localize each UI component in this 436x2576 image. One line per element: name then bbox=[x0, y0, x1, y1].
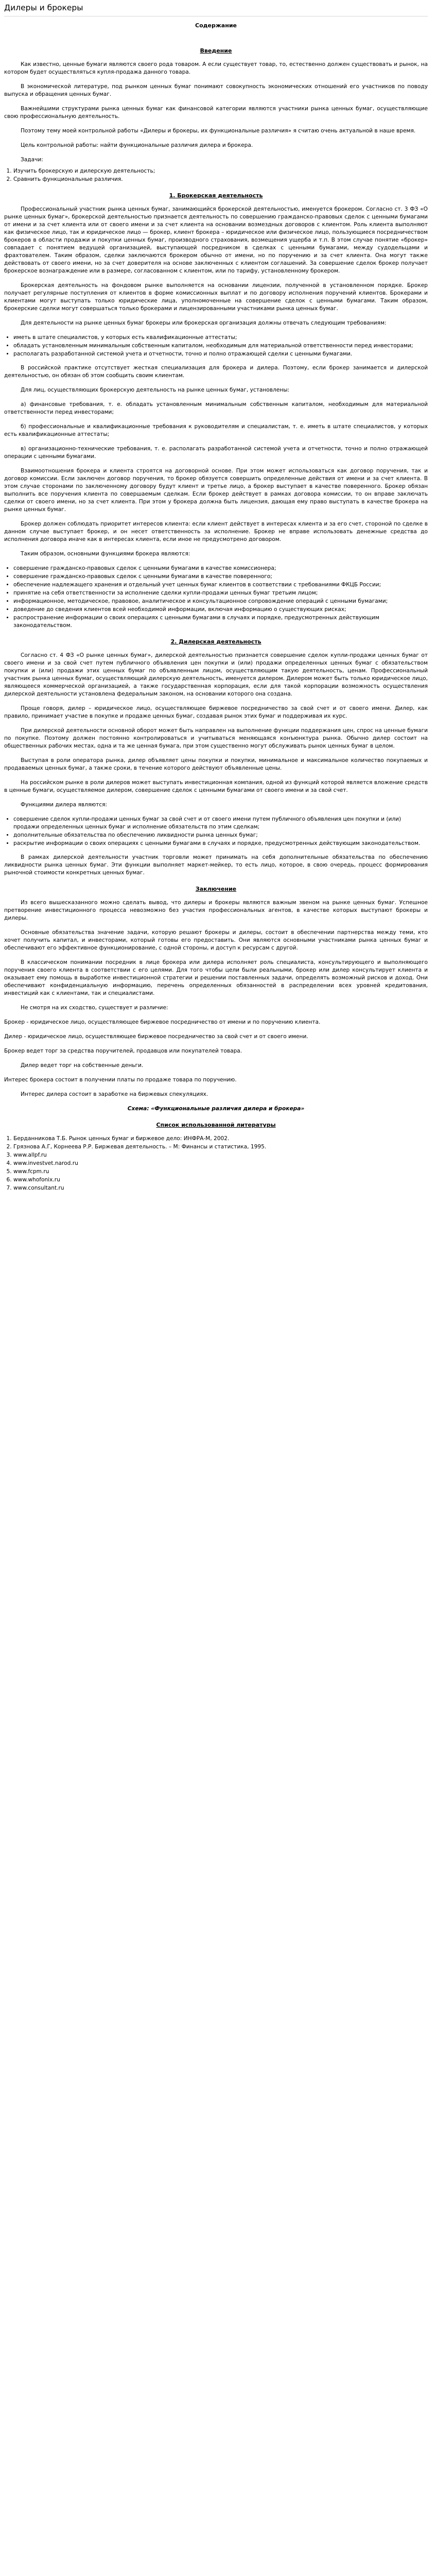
broker-paragraph: Для лиц, осуществляющих брокерскую деятельность на рынке ценных бумаг, установлены: bbox=[21, 387, 290, 393]
intro-paragraph: В экономической литературе, под рынком ценных бумаг понимают совокупность экономических отношений его участников по поводу выпуска и обращения ценных бумаг. bbox=[4, 83, 428, 97]
intro-paragraph: Важнейшими структурами рынка ценных бумаг как финансовой категории являются участники рынка ценных бумаг, осуществляющие свою профессиональную деятельность. bbox=[4, 106, 428, 120]
difference-item: Брокер - юридическое лицо, осуществляющее биржевое посредничество от имени и по поручению клиента. bbox=[4, 1019, 321, 1025]
difference-item: Дилер ведет торг на собственные деньги. bbox=[21, 1062, 144, 1069]
intro-paragraph: Как известно, ценные бумаги являются своего рода товаром. А если существует товар, то, естественно должен существовать и рынок, на котором будет осуществляться купля-продажа данного товара. bbox=[4, 61, 428, 75]
difference-item: Интерес дилера состоит в заработке на биржевых спекуляциях. bbox=[21, 1091, 208, 1097]
broker-paragraph: Для деятельности на рынке ценных бумаг брокеры или брокерская организация должны отвечать следующим требованиям: bbox=[21, 320, 387, 326]
list-item: • доведение до сведения клиентов всей необходимой информации, включая информацию о существующих рисках; bbox=[13, 606, 428, 614]
conclusion-paragraph: Не смотря на их сходство, существует и различие: bbox=[21, 1005, 168, 1011]
broker-requirement-c: в) организационно-технические требования, т. е. располагать разработанной системой учета и отчетности, точно и полно отражающей операции с ценными бумагами. bbox=[4, 446, 428, 460]
dealer-paragraph: Проще говоря, дилер – юридическое лицо, осуществляющее биржевое посредничество за свой счет и от своего имени. Дилер, как правило, принимает участие в покупке и продаже ценных бумаг, создавая рынок этих бумаг и поддерживая их курс. bbox=[4, 705, 428, 719]
list-item: 2. Сравнить функциональные различия. bbox=[13, 176, 428, 183]
dealer-paragraph: В рамках дилерской деятельности участник торговли может принимать на себя дополнительные обязательства по обеспечению ликвидности рынка ценных бумаг. Эти функции выполняет маркет-мейкер, то есть лицо, которое, в свою очередь, процесс формирования рыночной стоимости конкретных ценных бумаг. bbox=[4, 854, 428, 876]
list-item: • совершение гражданско-правовых сделок с ценными бумагами в качестве поверенного; bbox=[13, 573, 428, 581]
contents-heading: Содержание bbox=[195, 22, 237, 29]
contents-spacer bbox=[4, 36, 428, 39]
broker-functions-list bbox=[4, 565, 428, 630]
reference-item: 1. Берданникова Т.Б. Рынок ценных бумаг и биржевое дело: ИНФРА-М, 2002. bbox=[13, 1135, 428, 1143]
list-item: 1. Изучить брокерскую и дилерскую деятельность; bbox=[13, 167, 428, 175]
references-list bbox=[4, 1135, 428, 1192]
tasks-list bbox=[4, 167, 428, 183]
broker-paragraph: Таким образом, основными функциями брокера являются: bbox=[21, 551, 190, 557]
broker-paragraph: Взаимоотношения брокера и клиента строятся на договорной основе. При этом может использоваться как договор поручения, так и договор комиссии. Если заключен договор поручения, то брокер обязуется совершить определенные действия от имени и за счет клиента. В этом случае сторонами по заключенному договору будут клиент и третье лицо, а брокер выступает в качестве поверенного. Брокер обязан выполнить все поручения клиента по совершаемым сделкам. Если брокер действует в рамках договора комиссии, то он вправе заключать сделки от своего имени, но за счет клиента. При этом у брокера должна быть лицензия, дающая ему право выступать в качестве брокера на рынке ценных бумаг. bbox=[4, 468, 428, 513]
list-item: • дополнительные обязательства по обеспечению ликвидности рынка ценных бумаг; bbox=[13, 832, 428, 839]
reference-item: 5. www.fcpm.ru bbox=[13, 1168, 428, 1176]
difference-item: Интерес брокера состоит в получении платы по продаже товара по поручению. bbox=[4, 1077, 237, 1083]
broker-paragraph: В российской практике отсутствует жесткая специализация для брокера и дилера. Поэтому, если брокер занимается и дилерской деятельностью, он обязан об этом сообщить своим клиентам. bbox=[4, 365, 428, 379]
page bbox=[0, 0, 436, 1209]
broker-paragraph: Профессиональный участник рынка ценных бумаг, занимающийся брокерской деятельностью, именуется брокером. Согласно ст. 3 ФЗ «О рынке ценных бумаг», брокерской деятельностью признается деятельность по совершению гражданско-правовых сделок с ценными бумагами от имени и за счет клиента или от своего имени и за счет клиента на основании возмездных договоров с клиентом. Роль клиента выполняют как физическое лицо, так и юридическое лицо — брокер, клиент брокера – юридическое или физическое лицо, пользующиеся посредничеством брокеров в области продажи и покупки ценных бумаг, производного страхования, возмещения ущерба и т.п. В этом случае понятие «брокер» совпадает с понятием ведущей организацией, выступающей посредником в сделках с ценными бумагами, между судодельцами и фрахтователем. Таким образом, сделки заключаются брокером обычно от имени, но по поручению и за счет клиента. Она могут также действовать от своего имени, но за счет доверителя на основе заключенных с клиентом соглашений. За совершение сделок брокер получает брокерское вознаграждение или в размере, согласованном с клиентом, или по тарифу, установленному брокером. bbox=[4, 206, 428, 274]
scheme-caption: Схема: «Функциональные различия дилера и брокера» bbox=[127, 1106, 305, 1112]
dealer-paragraph: При дилерской деятельности основной оборот может быть направлен на выполнение функции поддержания цен, спрос на ценные бумаги по покупке. Поэтому должен постоянно контролироваться и учитываться меняющаяся конъюнктура рынка. Обычно дилер состоит на общественных рабочих местах, одна и та же ценная бумага, при этом существенно могут обслуживать рынок ценных бумаг в целом. bbox=[4, 727, 428, 749]
dealer-paragraph: На российском рынке в роли дилеров может выступать инвестиционная компания, одной из функций которой является вложение средств в ценные бумаги, осуществляемое дилером, совершение сделок с ценными бумагами от своего имени и за свой счет. bbox=[4, 779, 428, 793]
list-item: • располагать разработанной системой учета и отчетности, точно и полно отражающей сделки с ценными бумагами. bbox=[13, 350, 428, 358]
document-body bbox=[4, 22, 428, 1192]
dealer-paragraph: Выступая в роли оператора рынка, дилер объявляет цены покупки и покупки, минимальное и максимальное количество покупаемых и продаваемых ценных бумаг, а также сроки, в течение которого действуют объявленные цены. bbox=[4, 757, 428, 771]
conclusion-paragraph: В классическом понимании посредник в лице брокера или дилера исполняет роль специалиста, консультирующего и выполняющего поручения своего клиента в соответствии с его целями. Для того чтобы цели были реальными, брокер или дилер консультирует клиента и оказывает ему помощь в выработке инвестиционной стратегии и решении поставленных задачи, определять возможный рисков и доход. Они обеспечивают конфиденциальную информацию, перечень определенных обязанностей в распределении всех уровней кредитования, инвестиций как с клиентами, так и специалистами. bbox=[4, 959, 428, 996]
list-item: • обладать установленным минимальным собственным капиталом, необходимым для материальной ответственности перед инвесторами; bbox=[13, 342, 428, 350]
list-item: • иметь в штате специалистов, у которых есть квалификационные аттестаты; bbox=[13, 334, 428, 342]
intro-heading: Введение bbox=[200, 47, 232, 54]
reference-item: 3. www.allpf.ru bbox=[13, 1151, 428, 1159]
dealer-heading: 2. Дилерская деятельность bbox=[170, 638, 261, 645]
broker-requirements-list bbox=[4, 334, 428, 358]
tasks-label: Задачи: bbox=[21, 157, 43, 163]
reference-item: 4. www.investvet.narod.ru bbox=[13, 1160, 428, 1167]
broker-paragraph: Брокерская деятельность на фондовом рынке выполняется на основании лицензии, полученной в установленном порядке. Брокер получает регулярные поступления от клиентов в форме комиссионных выплат и по договору исполнения поручений клиентов. Брокерами и клиентами могут выступать только юридические лица, уполномоченные на совершение сделок с ценными бумагами. Таким образом, брокерские сделки могут совершаться только брокерами и лицензированными участниками рынка ценных бумаг. bbox=[4, 282, 428, 312]
intro-paragraph: Поэтому тему моей контрольной работы «Дилеры и брокеры, их функциональные различия» я считаю очень актуальной в наше время. bbox=[21, 128, 416, 134]
dealer-paragraph: Согласно ст. 4 ФЗ «О рынке ценных бумаг», дилерской деятельностью признается совершение сделок купли-продажи ценных бумаг от своего имени и за свой счет путем публичного объявления цен покупки и (или) продажи определенных ценных бумаг с обязательством покупки и (или) продажи этих ценных бумаг по объявленным лицом, осуществляющим такую деятельность, ценам. Профессиональный участник рынка ценных бумаг, осуществляющий дилерскую деятельность, именуется дилером. Дилером может быть только юридическое лицо, являющееся коммерческой организацией, а также государственная корпорация, если для такой корпорации возможность осуществления дилерской деятельности установлена федеральным законом, на основании которого она создана. bbox=[4, 652, 428, 697]
dealer-functions-list bbox=[4, 816, 428, 848]
list-item: • совершение гражданско-правовых сделок с ценными бумагами в качестве комиссионера; bbox=[13, 565, 428, 572]
intro-paragraph: Цель контрольной работы: найти функциональные различия дилера и брокера. bbox=[21, 142, 253, 148]
broker-paragraph: Брокер должен соблюдать приоритет интересов клиента: если клиент действует в интересах клиента и за его счет, стороной по сделке в данном случае выступает брокер, и он несет ответственность за исполнение. Брокер не вправе использовать денежные средства до исполнения договора иначе как в интересах клиента, если иное не предусмотрено договором. bbox=[4, 521, 428, 543]
reference-item: 2. Грязнова А.Г, Корнеева Р.Р. Биржевая деятельность. – М: Финансы и статистика, 1995. bbox=[13, 1143, 428, 1151]
dealer-paragraph: Функциями дилера являются: bbox=[21, 802, 108, 808]
broker-requirement-b: б) профессиональные и квалификационные требования к руководителям и специалистам, т. е. иметь в штате специалистов, у которых есть квалификационные аттестаты; bbox=[4, 423, 428, 437]
list-item: • информационное, методическое, правовое, аналитическое и консультационное сопровождение операций с ценными бумагами; bbox=[13, 598, 428, 605]
conclusion-heading: Заключение bbox=[195, 886, 237, 892]
difference-item: Дилер - юридическое лицо, осуществляющее биржевое посредничество за свой счет и от своего имени. bbox=[4, 1033, 308, 1040]
list-item: • распространение информации о своих операциях с ценными бумагами в случаях и порядке, предусмотренных действующим законодательством. bbox=[13, 614, 428, 630]
broker-requirement-a: а) финансовые требования, т. е. обладать установленным минимальным собственным капиталом, необходимым для материальной ответственности перед инвесторами; bbox=[4, 401, 428, 415]
list-item: • принятие на себя ответственности за исполнение сделки купли-продажи ценных бумаг третьим лицом; bbox=[13, 589, 428, 597]
reference-item: 7. www.consultant.ru bbox=[13, 1184, 428, 1192]
list-item: • обеспечение надлежащего хранения и отдельный учет ценных бумаг клиентов в соответствии с требованиями ФКЦБ России; bbox=[13, 581, 428, 589]
list-item: • раскрытие информации о своих операциях с ценными бумагами в случаях и порядке, предусмотренных действующим законодательством. bbox=[13, 840, 428, 848]
difference-item: Брокер ведет торг за средства поручителей, продавцов или покупателей товара. bbox=[4, 1048, 242, 1054]
conclusion-paragraph: Из всего вышесказанного можно сделать вывод, что дилеры и брокеры являются важным звеном на рынке ценных бумаг. Успешное претворение инвестиционного процесса невозможно без участия профессиональных агентов, в качестве которых выступают брокеры и дилеры. bbox=[4, 900, 428, 921]
broker-heading: 1. Брокерская деятельность bbox=[169, 192, 263, 199]
conclusion-paragraph: Основные обязательства значение задачи, которую решают брокеры и дилеры, состоит в обеспечении партнерства между теми, кто хочет получить капитал, и инвесторами, который готовы его предоставить. Они являются основными участниками рынка ценных бумаг и обеспечивают его эффективное функционирование, с одной стороны, и доступ к ресурсам с другой. bbox=[4, 929, 428, 951]
list-item: • совершение сделок купли-продажи ценных бумаг за свой счет и от своего имени путем публичного объявления цен покупки и (или) продажи определенных ценных бумаг и исполнение обязательств по этим сделкам; bbox=[13, 816, 428, 831]
references-heading: Список использованной литературы bbox=[156, 1122, 276, 1128]
reference-item: 6. www.whofonix.ru bbox=[13, 1176, 428, 1184]
page-title: Дилеры и брокеры bbox=[4, 3, 83, 12]
